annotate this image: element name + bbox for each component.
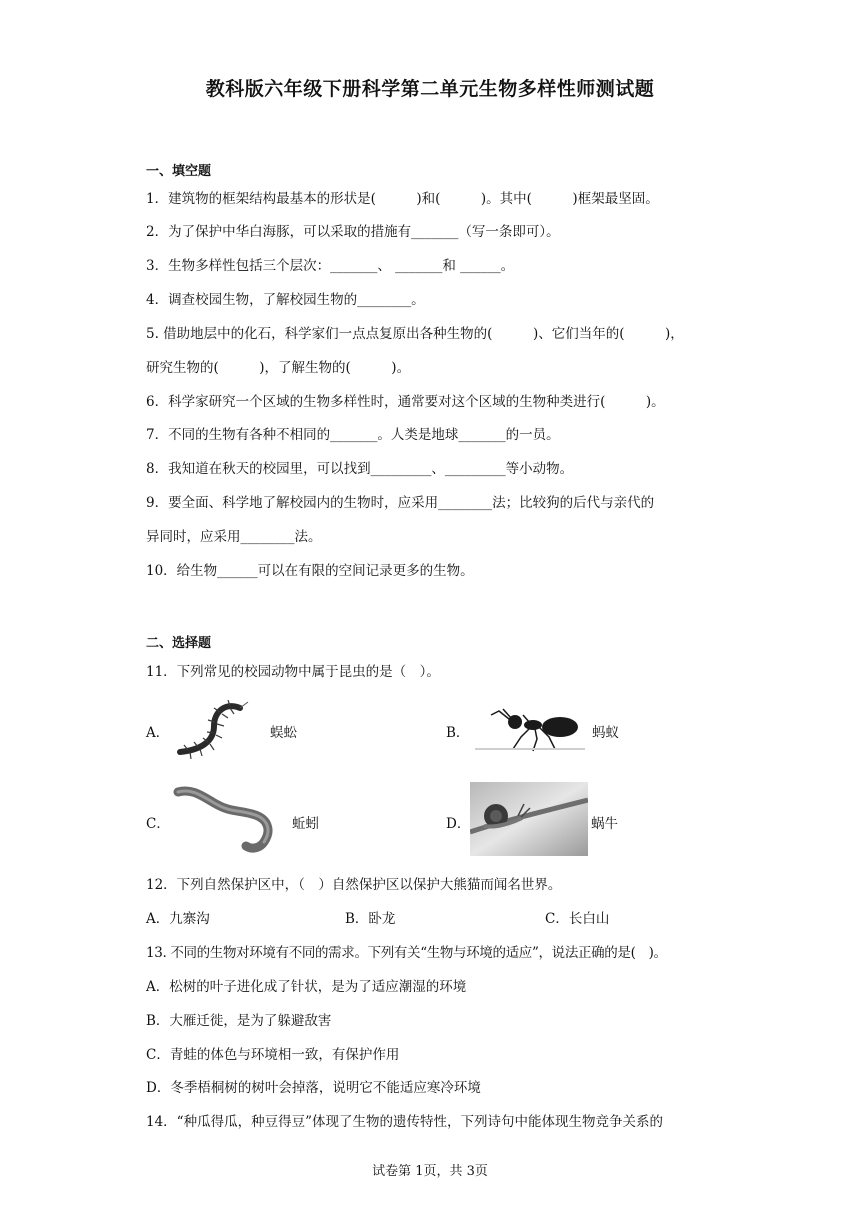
question-9-line2: 异同时，应采用________法。 xyxy=(146,529,322,545)
question-4: 4．调查校园生物，了解校园生物的________。 xyxy=(146,292,425,308)
snail-image xyxy=(470,782,588,856)
option-a-name: 蜈蚣 xyxy=(270,725,297,741)
question-6: 6．科学家研究一个区域的生物多样性时，通常要对这个区域的生物种类进行( )。 xyxy=(146,394,665,410)
option-b-name: 蚂蚁 xyxy=(592,725,619,741)
section-heading-fill-blank: 一、填空题 xyxy=(146,164,212,179)
option-c-label: C． xyxy=(146,816,170,832)
page-footer: 试卷第 1页，共 3页 xyxy=(372,1164,488,1179)
question-13-option-d: D．冬季梧桐树的树叶会掉落，说明它不能适应寒冷环境 xyxy=(146,1080,481,1096)
option-c-name: 蚯蚓 xyxy=(292,816,319,832)
question-9-line1: 9．要全面、科学地了解校园内的生物时，应采用________法；比较狗的后代与亲代的 xyxy=(146,495,655,511)
question-2: 2．为了保护中华白海豚，可以采取的措施有_______（写一条即可）。 xyxy=(146,224,560,240)
option-b-label: B． xyxy=(446,725,470,741)
question-12-option-c: C．长白山 xyxy=(545,911,610,927)
question-8: 8．我知道在秋天的校园里，可以找到_________、_________等小动物。 xyxy=(146,461,574,477)
question-13-option-a: A．松树的叶子进化成了针状，是为了适应潮湿的环境 xyxy=(146,979,467,995)
option-d-label: D． xyxy=(446,816,471,832)
question-5-line1: 5. 借助地层中的化石，科学家们一点点复原出各种生物的( )、它们当年的( )， xyxy=(146,326,684,342)
option-d-name: 蜗牛 xyxy=(591,816,618,832)
centipede-image xyxy=(170,700,250,762)
question-5-line2: 研究生物的( )，了解生物的( )。 xyxy=(146,360,411,376)
question-12: 12．下列自然保护区中，（ ）自然保护区以保护大熊猫而闻名世界。 xyxy=(146,877,562,893)
option-a-label: A． xyxy=(146,725,170,741)
question-14: 14．“种瓜得瓜，种豆得豆”体现了生物的遗传特性，下列诗句中能体现生物竞争关系的 xyxy=(146,1114,663,1130)
question-13: 13. 不同的生物对环境有不同的需求。下列有关“生物与环境的适应”，说法正确的是( )。 xyxy=(146,945,667,961)
question-1: 1．建筑物的框架结构最基本的形状是( )和( )。其中( )框架最坚固。 xyxy=(146,191,659,207)
question-12-option-a: A．九寨沟 xyxy=(146,911,210,927)
page-title: 教科版六年级下册科学第二单元生物多样性师测试题 xyxy=(205,78,655,100)
ant-image xyxy=(475,705,585,755)
earthworm-image xyxy=(172,784,287,854)
question-13-option-c: C．青蛙的体色与环境相一致，有保护作用 xyxy=(146,1047,400,1063)
question-12-option-b: B．卧龙 xyxy=(345,911,396,927)
question-7: 7．不同的生物有各种不相同的_______。人类是地球_______的一员。 xyxy=(146,427,560,443)
question-13-option-b: B．大雁迁徙，是为了躲避敌害 xyxy=(146,1013,332,1029)
section-heading-multiple-choice: 二、选择题 xyxy=(146,636,212,651)
question-11: 11．下列常见的校园动物中属于昆虫的是（ ）。 xyxy=(146,664,440,680)
question-10: 10．给生物______可以在有限的空间记录更多的生物。 xyxy=(146,563,474,579)
question-3: 3．生物多样性包括三个层次：_______、 _______和 ______。 xyxy=(146,258,515,274)
